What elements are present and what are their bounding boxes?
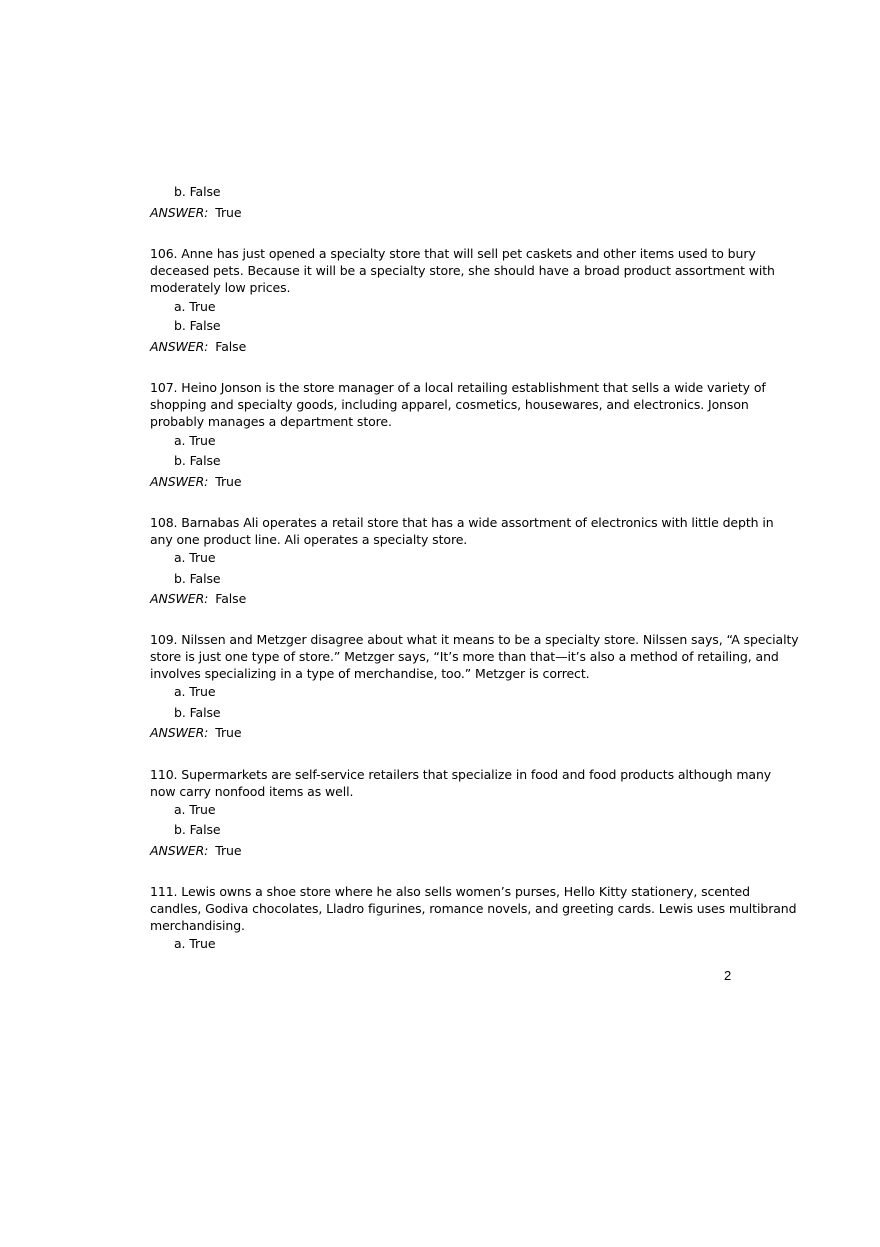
option-b: b. False (174, 184, 221, 199)
answer-value: True (215, 474, 242, 489)
option-a: a. True (174, 684, 216, 699)
answer-value: True (215, 843, 242, 858)
answer-line (150, 204, 241, 221)
answer-value: True (215, 205, 242, 220)
answer-label: ANSWER: (150, 205, 209, 220)
option-a: a. True (174, 299, 216, 314)
answer-label: ANSWER: (150, 474, 209, 489)
option-a: a. True (174, 936, 216, 951)
answer-value: False (215, 339, 247, 354)
answer-label: ANSWER: (150, 591, 209, 606)
question-text-line: involves specializing in a type of merchandise, too.” Metzger is correct. (150, 666, 590, 681)
answer-line (150, 473, 241, 490)
option-b: b. False (174, 822, 221, 837)
page-number: 2 (724, 968, 732, 983)
option-a: a. True (174, 550, 216, 565)
question-text-line: shopping and specialty goods, including apparel, cosmetics, housewares, and electronics. Jonson (150, 397, 749, 412)
question-text-line: any one product line. Ali operates a specialty store. (150, 532, 468, 547)
answer-line (150, 590, 246, 607)
question-text-line: 110. Supermarkets are self-service retailers that specialize in food and food products although many (150, 767, 772, 782)
option-b: b. False (174, 453, 221, 468)
question-text-line: 108. Barnabas Ali operates a retail store that has a wide assortment of electronics with little depth in (150, 515, 774, 530)
answer-line (150, 842, 241, 859)
answer-value: False (215, 591, 247, 606)
question-text-line: 106. Anne has just opened a specialty store that will sell pet caskets and other items used to bury (150, 246, 756, 261)
question-text-line: 107. Heino Jonson is the store manager of a local retailing establishment that sells a wide variety of (150, 380, 766, 395)
answer-line (150, 724, 241, 741)
question-text-line: probably manages a department store. (150, 414, 392, 429)
question-text-line: merchandising. (150, 918, 245, 933)
question-text-line: candles, Godiva chocolates, Lladro figurines, romance novels, and greeting cards. Lewis uses multibrand (150, 901, 797, 916)
question-text-line: 111. Lewis owns a shoe store where he also sells women’s purses, Hello Kitty stationery, scented (150, 884, 750, 899)
question-text-line: 109. Nilssen and Metzger disagree about what it means to be a specialty store. Nilssen says, “A specialty (150, 632, 799, 647)
option-b: b. False (174, 571, 221, 586)
question-text-line: now carry nonfood items as well. (150, 784, 354, 799)
answer-label: ANSWER: (150, 843, 209, 858)
question-text-line: moderately low prices. (150, 280, 291, 295)
answer-label: ANSWER: (150, 339, 209, 354)
question-text-line: deceased pets. Because it will be a specialty store, she should have a broad product assortment with (150, 263, 775, 278)
option-b: b. False (174, 318, 221, 333)
question-text-line: store is just one type of store.” Metzger says, “It’s more than that—it’s also a method of retailing, and (150, 649, 779, 664)
answer-label: ANSWER: (150, 725, 209, 740)
answer-value: True (215, 725, 242, 740)
option-a: a. True (174, 433, 216, 448)
answer-line (150, 338, 246, 355)
option-b: b. False (174, 705, 221, 720)
option-a: a. True (174, 802, 216, 817)
